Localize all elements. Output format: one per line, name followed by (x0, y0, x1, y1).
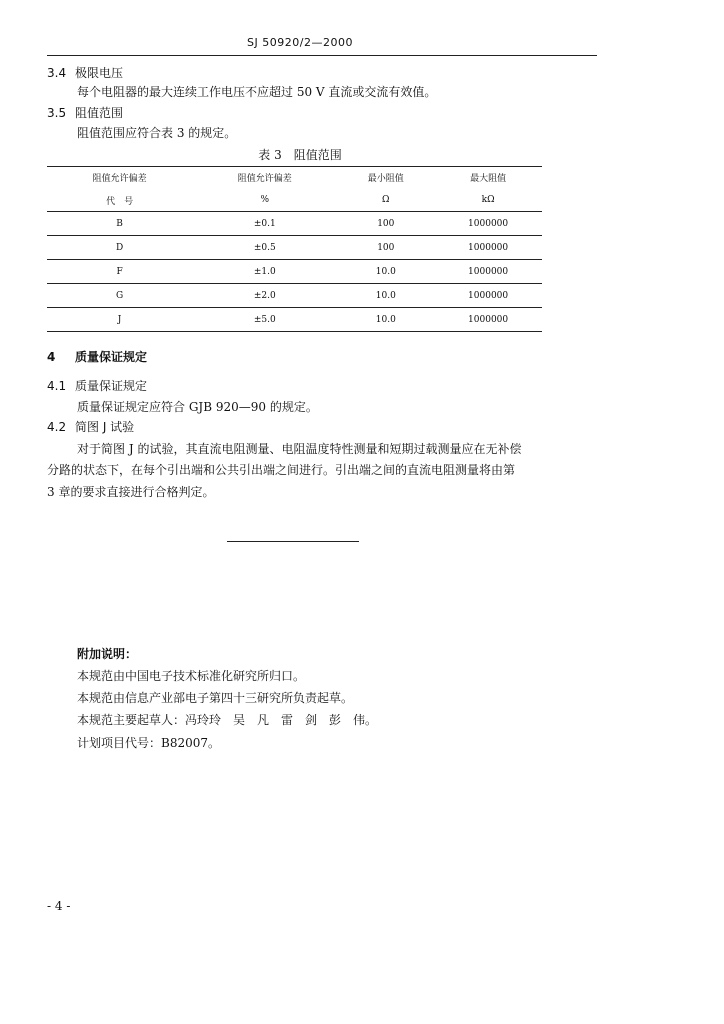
section-title: 阻值范围 (75, 106, 124, 120)
section-4-2-heading (47, 418, 134, 435)
table-header-cell: kΩ (434, 189, 542, 212)
header-rule (47, 55, 597, 56)
table-header-cell: 阻值允许偏差 (92, 173, 147, 184)
section-title: 质量保证规定 (75, 379, 148, 393)
table-cell: G (47, 284, 192, 308)
table-header-row (47, 165, 542, 189)
notes-line: 本规范由信息产业部电子第四十三研究所负责起草。 (77, 691, 354, 705)
section-number: 4.1 (47, 379, 67, 393)
section-4-2-body-line: 3 章的要求直接进行合格判定。 (47, 485, 215, 499)
document-id: SJ 50920/2—2000 (247, 36, 353, 49)
table-header-row (47, 189, 542, 212)
table-cell: 1000000 (434, 260, 542, 284)
table-cell: J (47, 308, 192, 332)
table-row (47, 212, 542, 236)
table-cell: ±5.0 (192, 308, 337, 332)
resistance-range-table (47, 165, 542, 332)
section-4-2-body-line: 分路的状态下，在每个引出端和公共引出端之间进行。引出端之间的直流电阻测量将由第 (47, 463, 516, 477)
table-cell: ±2.0 (192, 284, 337, 308)
table-row (47, 236, 542, 260)
chapter-4-heading (47, 348, 147, 365)
page-number: - 4 - (47, 899, 71, 913)
section-4-1-body: 质量保证规定应符合 GJB 920—90 的规定。 (77, 400, 318, 414)
section-4-1-heading (47, 377, 147, 394)
table-row (47, 284, 542, 308)
table-cell: F (47, 260, 192, 284)
table-caption: 表 3 阻值范围 (258, 148, 342, 162)
end-separator-line (227, 541, 359, 542)
section-title: 简图 J 试验 (75, 420, 135, 434)
notes-line: 计划项目代号：B82007。 (77, 736, 220, 750)
table-cell: 10.0 (337, 308, 434, 332)
table-header-cell: 阻值允许偏差 (237, 173, 292, 184)
notes-line: 本规范主要起草人：冯玲玲 吴 凡 雷 剑 彭 伟。 (77, 713, 378, 727)
table-cell: ±1.0 (192, 260, 337, 284)
notes-line: 本规范由中国电子技术标准化研究所归口。 (77, 669, 306, 683)
table-header-cell: Ω (337, 189, 434, 212)
section-4-2-body-line: 对于简图 J 的试验，其直流电阻测量、电阻温度特性测量和短期过载测量应在无补偿 (77, 442, 522, 456)
table-cell: ±0.1 (192, 212, 337, 236)
table-cell: 1000000 (434, 236, 542, 260)
section-3-5-heading (47, 104, 123, 121)
section-number: 3.4 (47, 66, 67, 80)
table-header-cell: 最小阻值 (367, 173, 404, 184)
section-3-5-body: 阻值范围应符合表 3 的规定。 (77, 126, 237, 140)
section-3-4-body: 每个电阻器的最大连续工作电压不应超过 50 V 直流或交流有效值。 (77, 85, 437, 99)
table-cell: 1000000 (434, 284, 542, 308)
table-cell: D (47, 236, 192, 260)
section-number: 4 (47, 350, 56, 364)
section-title: 极限电压 (75, 66, 124, 80)
table-cell: B (47, 212, 192, 236)
section-3-4-heading (47, 64, 123, 81)
table-row (47, 260, 542, 284)
table-header-cell: 代 号 (47, 189, 192, 212)
table-cell: ±0.5 (192, 236, 337, 260)
table-row (47, 308, 542, 332)
section-number: 3.5 (47, 106, 67, 120)
table-cell: 1000000 (434, 308, 542, 332)
table-cell: 1000000 (434, 212, 542, 236)
table-cell: 100 (337, 236, 434, 260)
table-cell: 100 (337, 212, 434, 236)
table-cell: 10.0 (337, 260, 434, 284)
section-title: 质量保证规定 (75, 350, 148, 364)
table-header-cell: 最大阻值 (470, 173, 507, 184)
table-cell: 10.0 (337, 284, 434, 308)
notes-title: 附加说明： (77, 647, 138, 661)
section-number: 4.2 (47, 420, 67, 434)
table-header-cell: % (192, 189, 337, 212)
